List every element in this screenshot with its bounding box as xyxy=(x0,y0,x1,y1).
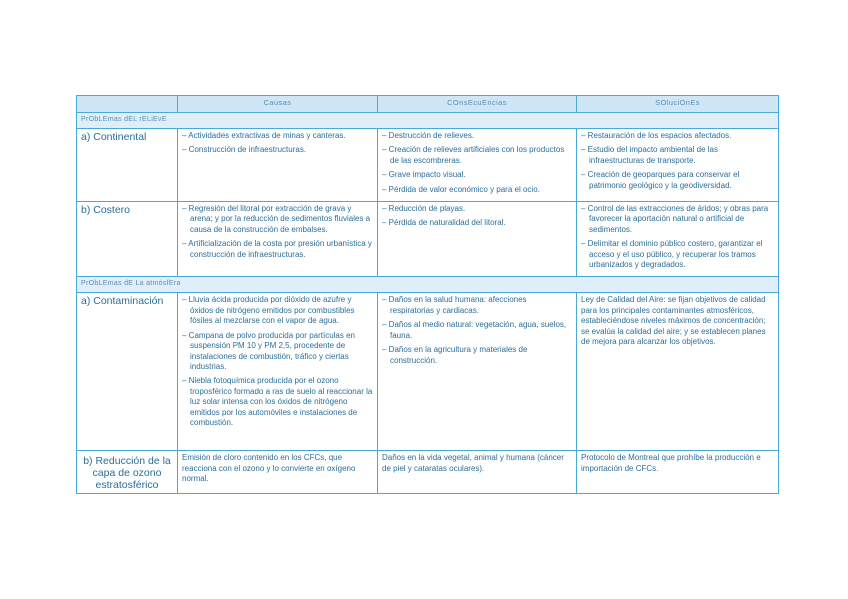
environmental-problems-table xyxy=(76,95,779,494)
list-item: – Grave impacto visual. xyxy=(382,170,572,180)
list-item: – Control de las extracciones de áridos; y obras para favorecer la aportación natural o artificial de sedimentos. xyxy=(581,204,774,235)
consequences-cell xyxy=(378,129,577,202)
list-item: Emisión de cloro contenido en los CFCs, que reacciona con el ozono y lo convierte en oxígeno normal. xyxy=(182,453,356,484)
header-solutions: SOluciOnEs xyxy=(577,96,779,113)
solutions-cell xyxy=(577,202,779,277)
consequences-cell xyxy=(378,293,577,451)
list-item: – Campana de polvo producida por partículas en suspensión PM 10 y PM 2,5, procedente de instalaciones de combustión, tráfico y ciertas industrias. xyxy=(182,331,373,373)
consequences-cell xyxy=(378,451,577,494)
section-header-atmosphere xyxy=(77,277,779,293)
table-row xyxy=(77,129,779,202)
header-causes: Causas xyxy=(178,96,378,113)
causes-cell xyxy=(178,202,378,277)
solutions-cell xyxy=(577,293,779,451)
table-row xyxy=(77,451,779,494)
causes-cell xyxy=(178,129,378,202)
row-label: b) Costero xyxy=(77,202,178,277)
list-item: – Reducción de playas. xyxy=(382,204,572,214)
list-item: – Destrucción de relieves. xyxy=(382,131,572,141)
row-label: a) Continental xyxy=(77,129,178,202)
list-item: – Niebla fotoquímica producida por el ozono troposférico formado a ras de suelo al reaccionar la luz solar intensa con los óxidos de nitrógeno emitidos por los automóviles e instalaciones de combustión. xyxy=(182,376,373,428)
list-item: – Pérdida de naturalidad del litoral. xyxy=(382,218,572,228)
list-item: – Creación de geoparques para conservar el patrimonio geológico y la geodiversidad. xyxy=(581,170,774,191)
solutions-cell xyxy=(577,451,779,494)
section-title: PrObLEmas dE La atmósfEra xyxy=(77,277,779,293)
list-item: – Creación de relieves artificiales con los productos de las escombreras. xyxy=(382,145,572,166)
table-header-row xyxy=(77,96,779,113)
list-item: – Actividades extractivas de minas y canteras. xyxy=(182,131,373,141)
table-row xyxy=(77,293,779,451)
header-blank-cell xyxy=(77,96,178,113)
list-item: – Regresión del litoral por extracción de grava y arena; y por la reducción de sedimentos fluviales a causa de la construcción de embalses. xyxy=(182,204,373,235)
list-item: – Construcción de infraestructuras. xyxy=(182,145,373,155)
list-item: – Estudio del impacto ambiental de las infraestructuras de transporte. xyxy=(581,145,774,166)
causes-cell xyxy=(178,451,378,494)
list-item: – Lluvia ácida producida por dióxido de azufre y óxidos de nitrógeno emitidos por combustibles fósiles al mezclarse con el vapor de agua. xyxy=(182,295,373,326)
section-header-relief xyxy=(77,113,779,129)
list-item: – Restauración de los espacios afectados. xyxy=(581,131,774,141)
list-item: – Delimitar el dominio público costero, garantizar el acceso y el uso público, y recuperar los tramos urbanizados y degradados. xyxy=(581,239,774,270)
row-label: a) Contaminación xyxy=(77,293,178,451)
section-title: PrObLEmas dEL rELiEvE xyxy=(77,113,779,129)
list-item: Ley de Calidad del Aire: se fijan objetivos de calidad para los principales contaminantes atmosféricos, estableciéndose niveles máximos de concentración; se evalúa la calidad del aire; y se establecen planes de mejora para alcanzar los objetivos. xyxy=(581,295,766,347)
list-item: – Daños en la agricultura y materiales de construcción. xyxy=(382,345,572,366)
row-label: b) Reducción de la capa de ozono estratosférico xyxy=(77,451,178,494)
consequences-cell xyxy=(378,202,577,277)
causes-cell xyxy=(178,293,378,451)
list-item: – Artificialización de la costa por presión urbanística y construcción de infraestructuras. xyxy=(182,239,373,260)
solutions-cell xyxy=(577,129,779,202)
header-consequences: COnsEcuEncias xyxy=(378,96,577,113)
list-item: Protocolo de Montreal que prohíbe la producción e importación de CFCs. xyxy=(581,453,761,473)
list-item: – Daños al medio natural: vegetación, agua, suelos, fauna. xyxy=(382,320,572,341)
list-item: Daños en la vida vegetal, animal y humana (cáncer de piel y cataratas oculares). xyxy=(382,453,564,473)
table-row xyxy=(77,202,779,277)
list-item: – Pérdida de valor económico y para el ocio. xyxy=(382,185,572,195)
list-item: – Daños en la salud humana: afecciones respiratorias y cardiacas. xyxy=(382,295,572,316)
